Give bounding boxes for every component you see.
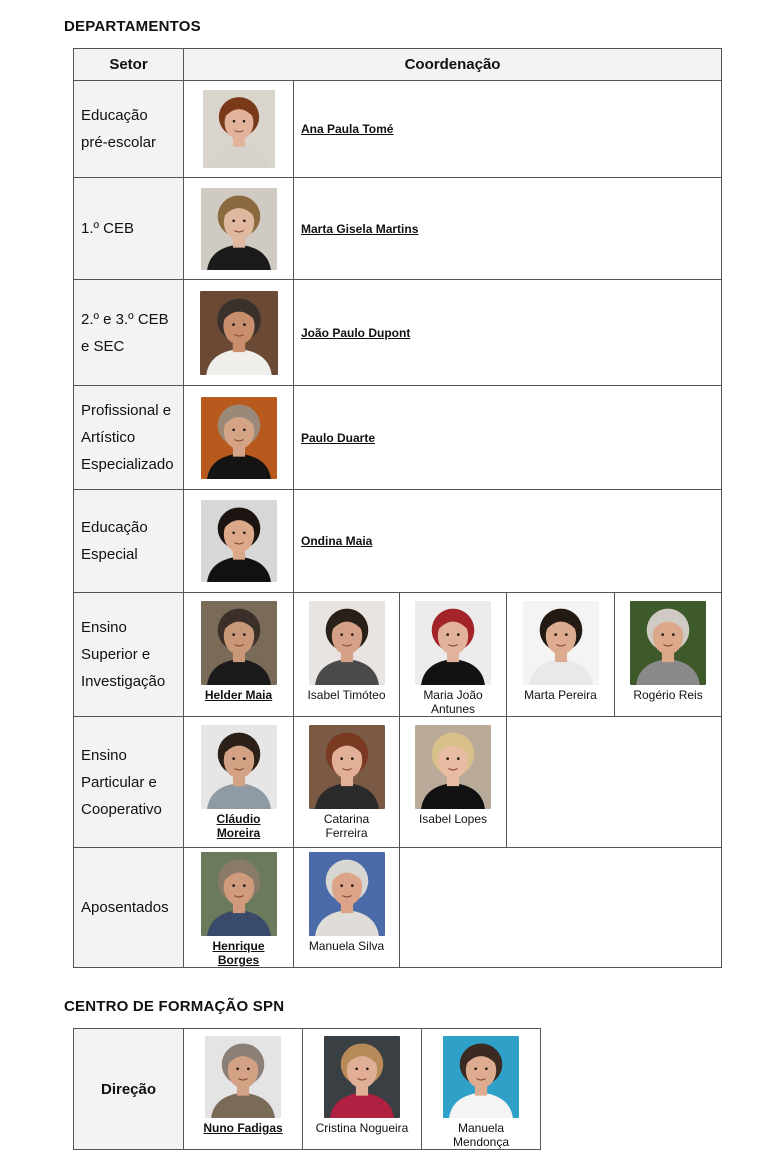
- person-photo: [523, 601, 599, 685]
- empty-cell: [507, 717, 722, 848]
- ensino_particular-sector: [74, 717, 184, 848]
- person-photo: [201, 601, 277, 685]
- coordinator-photo: [201, 188, 277, 270]
- coordinator-name-link[interactable]: Nuno Fadigas: [203, 1121, 283, 1135]
- sector-label-line: pré-escolar: [81, 134, 157, 151]
- coordinator-photo: [201, 397, 277, 479]
- table-row: [74, 280, 722, 386]
- sector-label-line: e SEC: [81, 337, 125, 355]
- person-card: [294, 848, 400, 968]
- person-photo: [324, 1036, 400, 1118]
- row-sector: [74, 81, 184, 178]
- row-sector: [74, 490, 184, 593]
- person-photo: [201, 725, 277, 809]
- coordinator-name-link[interactable]: Moreira: [216, 826, 261, 840]
- person-photo: [309, 725, 385, 809]
- member-name: Cristina Nogueira: [315, 1121, 409, 1135]
- sector-label-line: Artístico: [81, 429, 136, 446]
- coordinator-photo: [203, 90, 275, 168]
- person-card: [184, 593, 294, 717]
- table-row: [74, 848, 722, 968]
- coordinator-photo-cell: [184, 81, 294, 178]
- person-photo: [201, 852, 277, 936]
- table-row: [74, 490, 722, 593]
- person-card: [400, 593, 507, 717]
- table-row: [74, 1029, 541, 1150]
- sector-label-line: Superior e: [81, 646, 151, 663]
- person-photo: [415, 725, 491, 809]
- member-name: Marta Pereira: [524, 688, 597, 702]
- coordinator-photo-cell: [184, 386, 294, 490]
- coordinator-name-link[interactable]: Paulo Duarte: [294, 386, 722, 490]
- person-card: [303, 1029, 422, 1150]
- row-sector: [74, 386, 184, 490]
- person-card: [507, 593, 615, 717]
- ensino_superior-sector: [74, 593, 184, 717]
- member-name: Manuela: [457, 1121, 505, 1135]
- sector-label-line: Aposentados: [81, 899, 169, 916]
- member-name: Mendonça: [452, 1135, 510, 1149]
- person-card: [184, 848, 294, 968]
- table-row: [74, 593, 722, 717]
- member-name: Maria João: [423, 688, 483, 702]
- aposentados-sector: [74, 848, 184, 968]
- member-name: Ferreira: [325, 826, 368, 840]
- sector-label-line: 1.º CEB: [81, 220, 134, 237]
- sector-label-line: Especializado: [81, 456, 174, 473]
- empty-cell: [400, 848, 722, 968]
- member-name: Antunes: [430, 702, 476, 716]
- direcao-label: Direção: [74, 1029, 184, 1150]
- person-card: [294, 717, 400, 848]
- member-name: Rogério Reis: [633, 688, 703, 702]
- column-header-coordination: Coordenação: [184, 49, 722, 81]
- sector-label-line: Ensino: [81, 619, 127, 636]
- sector-label-line: Educação: [81, 107, 148, 124]
- member-name: Isabel Lopes: [418, 812, 488, 826]
- person-card: [422, 1029, 541, 1150]
- coordinator-name-link[interactable]: Ana Paula Tomé: [294, 81, 722, 178]
- sector-label-line: Especial: [81, 546, 138, 563]
- sector-label-line: 2.º e 3.º CEB: [81, 310, 169, 328]
- person-photo: [415, 601, 491, 685]
- table-row: [74, 178, 722, 280]
- table-row: [74, 386, 722, 490]
- sector-label-line: Ensino: [81, 746, 127, 764]
- coordinator-name-link[interactable]: Henrique: [212, 939, 265, 953]
- person-card: [294, 593, 400, 717]
- coordinator-name-link[interactable]: Ondina Maia: [294, 490, 722, 593]
- centro-table: [73, 1028, 541, 1150]
- coordinator-photo-cell: [184, 178, 294, 280]
- person-photo: [630, 601, 706, 685]
- coordinator-photo: [201, 500, 277, 582]
- table-row: [74, 81, 722, 178]
- sector-label-line: Profissional e: [81, 402, 172, 419]
- person-card: [615, 593, 722, 717]
- person-card: [184, 717, 294, 848]
- sector-label-line: Investigação: [81, 673, 166, 690]
- coordinator-photo: [200, 291, 278, 375]
- person-photo: [205, 1036, 281, 1118]
- coordinator-photo-cell: [184, 490, 294, 593]
- person-card: [400, 717, 507, 848]
- sector-label-line: Cooperativo: [81, 800, 162, 818]
- person-photo: [309, 601, 385, 685]
- person-card: [184, 1029, 303, 1150]
- sector-label-line: Particular e: [81, 773, 157, 791]
- row-sector: [74, 280, 184, 386]
- row-sector: [74, 178, 184, 280]
- coordinator-name-link[interactable]: Marta Gisela Martins: [294, 178, 722, 280]
- person-photo: [309, 852, 385, 936]
- member-name: Isabel Timóteo: [307, 688, 386, 702]
- column-header-sector: Setor: [74, 49, 184, 81]
- coordinator-name-link[interactable]: Cláudio: [216, 812, 261, 826]
- centro-heading: CENTRO DE FORMAÇÃO SPN: [64, 998, 285, 1015]
- coordinator-name-link[interactable]: João Paulo Dupont: [294, 280, 722, 386]
- sector-label-line: Educação: [81, 519, 148, 536]
- member-name: Catarina: [323, 812, 370, 826]
- coordinator-photo-cell: [184, 280, 294, 386]
- departments-heading: DEPARTAMENTOS: [64, 18, 201, 35]
- departments-table: [73, 48, 722, 968]
- member-name: Manuela Silva: [308, 939, 385, 953]
- coordinator-name-link[interactable]: Helder Maia: [204, 688, 273, 702]
- coordinator-name-link[interactable]: Borges: [217, 953, 260, 967]
- table-row: [74, 717, 722, 848]
- person-photo: [443, 1036, 519, 1118]
